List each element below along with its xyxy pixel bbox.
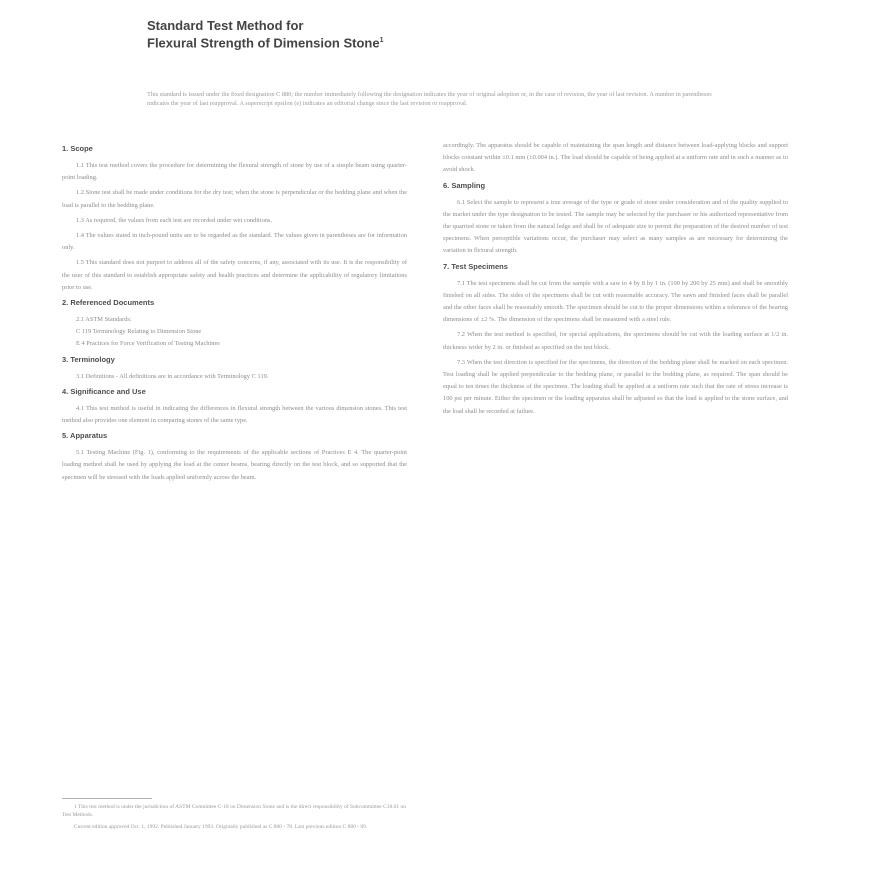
body-paragraph: 3.1 Definitions - All definitions are in accordance with Terminology C 119. <box>76 372 269 380</box>
footnote: Current edition approved Oct. 1, 1992. Published January 1993. Originally published as C 880 - 78. Last previous edition C 880 - 89. <box>74 823 368 830</box>
left-column <box>62 140 407 487</box>
footnotes <box>62 803 407 834</box>
body-paragraph: 1.2 Stone test shall be made under conditions for the dry test; when the stone is perpendicular or the bedding plane and when the load is parallel to the bedding plane. <box>62 189 407 209</box>
section-heading: 1. Scope <box>62 144 93 153</box>
document-subtitle <box>147 33 747 50</box>
title-footnote-marker: 1 <box>379 37 384 44</box>
body-paragraph: 1.1 This test method covers the procedure for determining the flexural strength of stone by use of a simple beam using quarter-point loading. <box>62 162 407 182</box>
section-heading: 3. Terminology <box>62 354 115 364</box>
body-paragraph: 5.1 Testing Machine (Fig. 1), conforming to the requirements of the applicable sections of Practices E 4. The quarter-point loading method shall be used by applying the load at the center beams, bearing directly on the test block, and so supported that the specimen will be stressed with the loads applied uniformly across the beam. <box>62 449 407 481</box>
reference-item: E 4 Practices for Force Verification of Testing Machines <box>76 340 220 348</box>
document-subtitle-text: Flexural Strength of Dimension Stone <box>147 35 380 51</box>
body-paragraph: 7.3 When the test direction is specified for the specimens, the direction of the bedding plane shall be marked on each specimen. Test loading shall be applied perpendicular to the bedding plane, or parallel to the bedding plane, as required. The span should be equal to ten times the thickness of the specimen. The loading shall be applied at a uniform rate such that the rate of stress increase is 100 psi per minute. Either the specimen or the loading apparatus shall be adjusted so that the load is applied to the stone surface, and the load shall be recorded at failure. <box>443 358 788 415</box>
reference-item: 2.1 ASTM Standards: <box>76 316 132 324</box>
section-heading: 6. Sampling <box>443 180 486 190</box>
reference-item: C 119 Terminology Relating to Dimension Stone <box>76 328 202 336</box>
body-paragraph: 7.1 The test specimens shall be cut from the sample with a saw to 4 by 8 by 1 in. (100 by 200 by 25 mm) and shall be smoothly finished on all sides. The sides of the specimens shall be cut with reasonable accuracy. The sawn and finished faces shall be parallel and the other faces shall be reasonably smooth. The specimen should be cut to the proper dimensions within a tolerance of the bearing dimensions of ±2 %. The dimension of the specimens shall be measured with a steel rule. <box>443 279 788 324</box>
document-title: Standard Test Method for <box>147 18 304 33</box>
body-paragraph: 1.4 The values stated in inch-pound units are to be regarded as the standard. The values given in parentheses are for information only. <box>62 232 407 252</box>
title-block <box>147 18 747 50</box>
body-paragraph: 7.2 When the test method is specified, for special applications, the specimens should be cut with the loading surface at 1/2 in. thickness wider by 2 in. or finished as specified on the test block. <box>443 331 788 351</box>
body-paragraph: 4.1 This test method is useful in indicating the differences in flexural strength between the various dimension stones. This test method also provides one element in comparing stones of the same type. <box>62 404 407 425</box>
continued-paragraph: accordingly. The apparatus should be capable of maintaining the span length and distance between load-applying blocks and support blocks constant within ±0.1 mm (±0.004 in.). The load should be capable of being applied at a uniform rate and in such a manner as to avoid shock. <box>443 142 788 174</box>
section-heading: 5. Apparatus <box>62 431 108 441</box>
footnote: 1 This test method is under the jurisdiction of ASTM Committee C-18 on Dimension Stone and is the direct responsibility of Subcommittee C18.01 on Test Methods. <box>62 804 407 819</box>
section-heading: 4. Significance and Use <box>62 386 146 396</box>
body-paragraph: 1.5 This standard does not purport to address all of the safety concerns, if any, associated with its use. It is the responsibility of the user of this standard to establish appropriate safety and health practices and determine the applicability of regulatory limitations prior to use. <box>62 259 407 291</box>
body-paragraph: 6.1 Select the sample to represent a true average of the type or grade of stone under consideration and of the quality supplied to the market under the type designation to be tested. The sample may be selected by the purchaser or his authorized representative from the quarried stone or taken from the natural ledge and shall be of adequate size to permit the preparation of the desired number of test specimens. When perceptible variations occur, the purchaser may select as many samples as are necessary for determining the variation in flexural strength. <box>443 198 788 255</box>
section-heading: 7. Test Specimens <box>443 261 508 271</box>
body-paragraph: 1.3 As required, the values from each test are recorded under wet conditions. <box>76 216 273 224</box>
designation-note: This standard is issued under the fixed designation C 880; the number immediately following the designation indicates the year of original adoption or, in the case of revision, the year of last revision. A number in parentheses indicates the year of last reapproval. A superscript epsilon (e) indicates an editorial change since the last revision or reapproval. <box>147 91 712 107</box>
footnote-divider <box>62 798 152 799</box>
right-column <box>443 140 788 421</box>
section-heading: 2. Referenced Documents <box>62 298 155 308</box>
